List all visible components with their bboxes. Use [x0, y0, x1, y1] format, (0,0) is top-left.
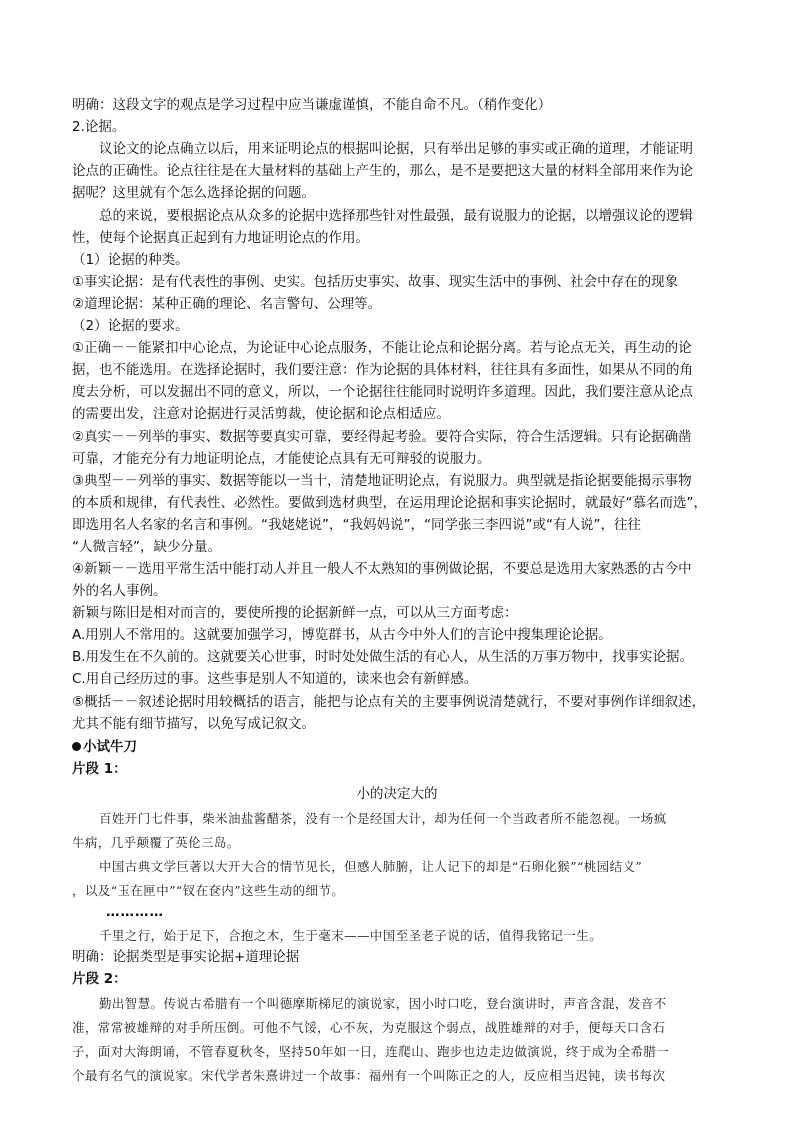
list-item: ①正确－－能紧扣中心论点，为论证中心论点服务，不能让论点和论据分离。若与论点无关，再生动的论: [72, 340, 692, 356]
paragraph-line: 新颖与陈旧是相对而言的，要使所搜的论据新鲜一点，可以从三方面考虑：: [72, 605, 518, 621]
excerpt-line: 中国古典文学巨著以大开大合的情节见长，但感人肺腑，让人记下的却是“石卵化猴”“桃园结义”: [99, 859, 643, 874]
practice-heading: [72, 737, 724, 758]
ellipsis: …………: [106, 904, 164, 920]
paragraph-line: 的本质和规律，有代表性、必然性。要做到选材典型，在运用理论论据和事实论据时，就最好“慕名而选”，: [72, 495, 707, 511]
paragraph-line: 外的名人事例。: [72, 583, 167, 599]
excerpt-line: 牛病，几乎颠覆了英伦三岛。: [72, 835, 240, 850]
practice-heading-label: 小试牛刀: [83, 739, 137, 755]
paragraph-line: 据呢？这里就有个怎么选择论据的问题。: [72, 185, 315, 201]
list-item: ⑤概括－－叙述论据时用较概括的语言，能把与论点有关的主要事例说清楚就行，不要对事例作详细叙述，: [72, 694, 706, 710]
excerpt-heading-2: 片段 2：: [72, 971, 127, 987]
paragraph-line: 论点的正确性。论点往往是在大量材料的基础上产生的，那么，是不是要把这大量的材料全部用来作为论: [72, 163, 693, 179]
excerpt-line: 准，常常被雄辩的对手所压倒。可他不气馁，心不灰，为克服这个弱点，战胜雄辩的对手，便每天口含石: [72, 1020, 666, 1035]
paragraph-line: 议论文的论点确立以后，用来证明论点的根据叫论据，只有举出足够的事实或正确的道理，才能证明: [99, 141, 693, 157]
paragraph-line: 性，使每个论据真正起到有力地证明论点的作用。: [72, 230, 369, 246]
paragraph-line: 可靠，才能充分有力地证明论点，才能使论点具有无可辩驳的说服力。: [72, 451, 491, 467]
excerpt-title: 小的决定大的: [356, 786, 438, 802]
paragraph-line: “人微言轻”，缺少分量。: [72, 539, 221, 555]
conclusion-line: 明确：这段文字的观点是学习过程中应当谦虚谨慎，不能自命不凡。（稍作变化）: [72, 97, 552, 113]
list-item: A.用别人不常用的。这就要加强学习，博览群书，从古今中外人们的言论中搜集理论论据。: [72, 627, 612, 643]
list-item: C.用自己经历过的事。这些事是别人不知道的，读来也会有新鲜感。: [72, 671, 478, 687]
excerpt-heading-1: 片段 1：: [72, 761, 127, 777]
excerpt-line: 个最有名气的演说家。宋代学者朱熹讲过一个故事：福州有一个叫陈正之的人，反应相当迟钝，读书每次: [72, 1068, 666, 1083]
list-item: B.用发生在不久前的。这就要关心世事，时时处处做生活的有心人，从生活的万事万物中，找事实论据。: [72, 649, 694, 665]
excerpt-line: 子，面对大海朗诵，不管春夏秋冬，坚持50年如一日，连爬山、跑步也边走边做演说，终于成为全希腊一: [72, 1044, 670, 1059]
excerpt-line: 千里之行，始于足下，合抱之木，生于毫末——中国至圣老子说的话，值得我铭记一生。: [99, 928, 603, 943]
paragraph-line: 据，也不能选用。在选择论据时，我们要注意：作为论据的具体材料，往往具有多面性，如果从不同的角: [72, 362, 693, 378]
paragraph-line: 的需要出发，注意对论据进行灵活剪裁，使论据和论点相适应。: [72, 406, 450, 422]
subheading-evidence-types: （1）论据的种类。: [72, 252, 189, 268]
excerpt-line: ，以及“玉在匣中”“钗在奁内”这些生动的细节。: [72, 883, 345, 898]
conclusion-line: 明确：论据类型是事实论据+道理论据: [72, 949, 300, 965]
subheading-evidence-requirements: （2）论据的要求。: [72, 318, 189, 334]
list-item: ③典型－－列举的事实、数据等能以一当十，清楚地证明论点，有说服力。典型就是指论据要能揭示事物: [72, 473, 692, 489]
list-item: ①事实论据：是有代表性的事例、史实。包括历史事实、故事、现实生活中的事例、社会中存在的现象: [72, 274, 679, 290]
paragraph-line: 即选用名人名家的名言和事例。“我姥姥说”，“我妈妈说”，“同学张三李四说”或“有人说”，往往: [72, 517, 641, 533]
list-item: ②真实－－列举的事实、数据等要真实可靠，要经得起考验。要符合实际，符合生活逻辑。只有论据确凿: [72, 429, 692, 445]
paragraph-line: 尤其不能有细节描写，以免写成记叙文。: [72, 716, 315, 732]
list-item: ④新颖－－选用平常生活中能打动人并且一般人不太熟知的事例做论据，不要总是选用大家熟悉的古今中: [72, 561, 692, 577]
list-item: ②道理论据：某种正确的理论、名言警句、公理等。: [72, 296, 382, 312]
section-heading-evidence: 2.论据。: [72, 119, 126, 135]
excerpt-line: 勤出智慧。传说古希腊有一个叫德摩斯梯尼的演说家，因小时口吃，登台演讲时，声音含混，发音不: [99, 996, 667, 1011]
excerpt-line: 百姓开门七件事，柴米油盐酱醋茶，没有一个是经国大计，却为任何一个当政者所不能忽视。一场疯: [99, 811, 667, 826]
paragraph-line: 总的来说，要根据论点从众多的论据中选择那些针对性最强，最有说服力的论据，以增强议论的逻辑: [99, 208, 693, 224]
paragraph-line: 度去分析，可以发掘出不同的意义，所以，一个论据往往能同时说明许多道理。因此，我们要注意从论点: [72, 384, 693, 400]
bullet-icon: [72, 742, 81, 751]
